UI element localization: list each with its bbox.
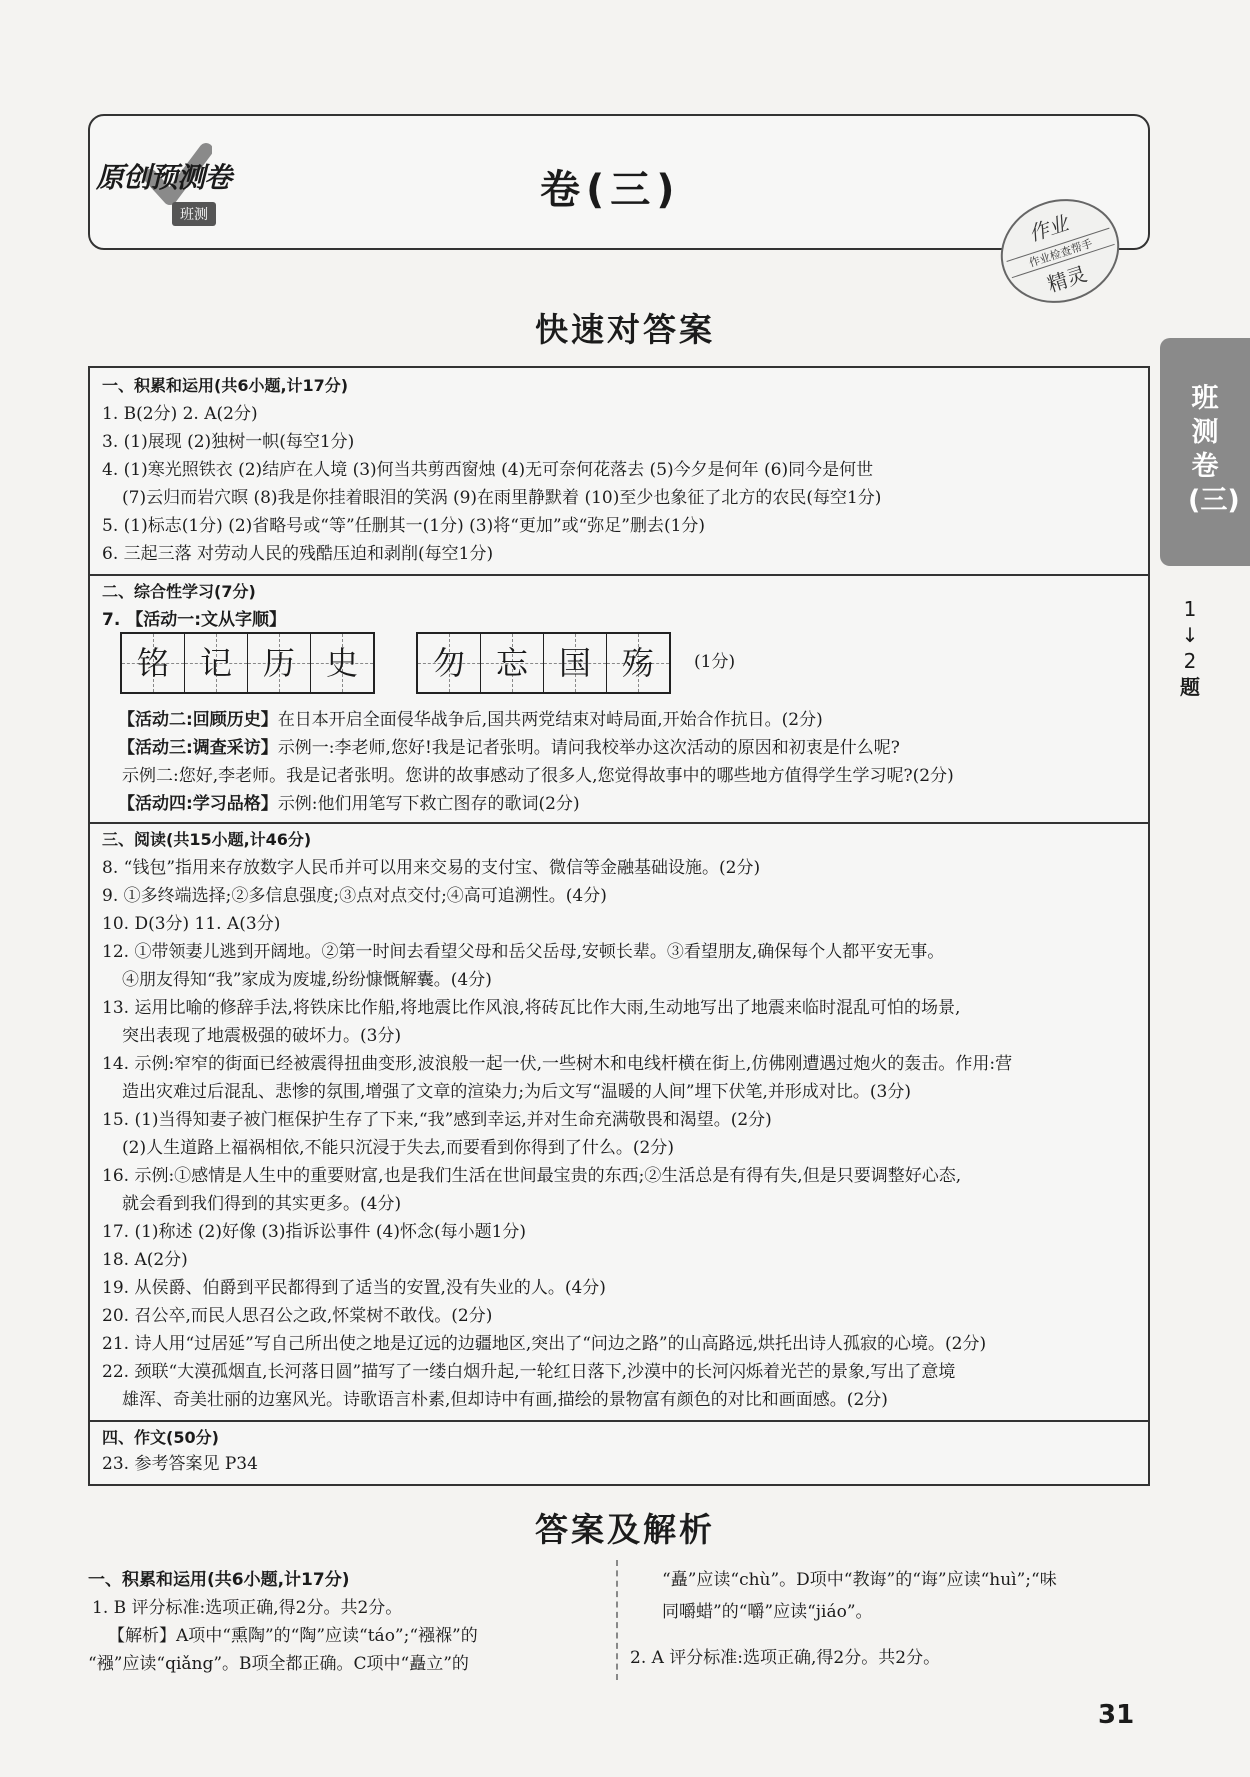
grid-cell: 历 bbox=[248, 634, 311, 692]
answer-line: 4. (1)寒光照铁衣 (2)结庐在人境 (3)何当共剪西窗烛 (4)无可奈何花落去 (5)今夕是何年 (6)同今是何世 bbox=[102, 460, 874, 480]
answer-line: (7)云归而岩穴暝 (8)我是你挂着眼泪的笑涡 (9)在雨里静默着 (10)至少也象征了北方的农民(每空1分) bbox=[122, 488, 882, 508]
range-bottom: 2 bbox=[1183, 649, 1197, 673]
answer-line: 3. (1)展现 (2)独树一帜(每空1分) bbox=[102, 432, 355, 452]
analysis-line: 【解析】A项中“熏陶”的“陶”应读“táo”;“襁褓”的 bbox=[108, 1626, 478, 1646]
answer-line: 16. 示例:①感情是人生中的重要财富,也是我们生活在世间最宝贵的东西;②生活总是有得有失,但是只要调整好心态, bbox=[102, 1166, 962, 1186]
answer-line: 造出灾难过后混乱、悲惨的氛围,增强了文章的渲染力;为后文写“温暖的人间”埋下伏笔,并形成对比。(3分) bbox=[122, 1082, 911, 1102]
analysis-line: “襁”应读“qiǎng”。B项全都正确。C项中“矗立”的 bbox=[88, 1654, 469, 1674]
logo: 原创预测卷 bbox=[96, 161, 232, 194]
side-range bbox=[1170, 596, 1210, 700]
answer-line: 雄浑、奇美壮丽的边塞风光。诗歌语言朴素,但却诗中有画,描绘的景物富有颜色的对比和画面感。(2分) bbox=[122, 1390, 888, 1410]
grid-cell: 铭 bbox=[122, 634, 185, 692]
grid-cell: 忘 bbox=[481, 634, 544, 692]
answer-line: 5. (1)标志(1分) (2)省略号或“等”任删其一(1分) (3)将“更加”或“弥足”删去(1分) bbox=[102, 516, 706, 536]
range-unit: 题 bbox=[1180, 675, 1200, 699]
stamp-top-text: 作业 bbox=[1025, 210, 1072, 247]
grid-score: (1分) bbox=[694, 652, 736, 672]
activity-three-line2: 示例二:您好,李老师。我是记者张明。您讲的故事感动了很多人,您觉得故事中的哪些地方值得学生学习呢?(2分) bbox=[122, 766, 954, 786]
answer-line: 9. ①多终端选择;②多信息强度;③点对点交付;④高可追溯性。(4分) bbox=[102, 886, 607, 906]
answer-line: 15. (1)当得知妻子被门框保护生存了下来,“我”感到幸运,并对生命充满敬畏和渴望。(2分) bbox=[102, 1110, 772, 1130]
answer-box bbox=[88, 366, 1150, 1486]
range-arrow: ↓ bbox=[1181, 623, 1199, 647]
char-grid-a bbox=[120, 632, 375, 694]
sec3-heading: 三、阅读(共15小题,计46分) bbox=[102, 830, 312, 849]
activity-one: 7. 【活动一:文从字顺】 bbox=[102, 610, 287, 630]
activity-four: 【活动四:学习品格】示例:他们用笔写下救亡图存的歌词(2分) bbox=[118, 794, 580, 814]
column-divider bbox=[616, 1560, 618, 1680]
range-top: 1 bbox=[1183, 597, 1197, 621]
answer-line: 10. D(3分) 11. A(3分) bbox=[102, 914, 281, 934]
answer-line: ④朋友得知“我”家成为废墟,纷纷慷慨解囊。(4分) bbox=[122, 970, 492, 990]
answer-line: 13. 运用比喻的修辞手法,将铁床比作船,将地震比作风浪,将砖瓦比作大雨,生动地写出了地震来临时混乱可怕的场景, bbox=[102, 998, 961, 1018]
answer-line: 14. 示例:窄窄的街面已经被震得扭曲变形,波浪般一起一伏,一些树木和电线杆横在街上,仿佛刚遭遇过炮火的轰击。作用:营 bbox=[102, 1054, 1013, 1074]
answer-line: 1. B(2分) 2. A(2分) bbox=[102, 404, 258, 424]
grid-cell: 国 bbox=[544, 634, 607, 692]
activity-two: 【活动二:回顾历史】在日本开启全面侵华战争后,国共两党结束对峙局面,开始合作抗日。(2分) bbox=[118, 710, 823, 730]
analysis-line: 2. A 评分标准:选项正确,得2分。共2分。 bbox=[630, 1648, 941, 1668]
answer-line: 6. 三起三落 对劳动人民的残酷压迫和剥削(每空1分) bbox=[102, 544, 494, 564]
analysis-heading: 一、积累和运用(共6小题,计17分) bbox=[88, 1570, 350, 1590]
page-number: 31 bbox=[1098, 1700, 1135, 1730]
analysis-line: 同嚼蜡”的“嚼”应读“jiáo”。 bbox=[662, 1602, 873, 1622]
char-grid-b bbox=[416, 632, 671, 694]
answer-line: 20. 召公卒,而民人思召公之政,怀棠树不敢伐。(2分) bbox=[102, 1306, 493, 1326]
sec4-heading: 四、作文(50分) bbox=[102, 1428, 219, 1447]
analysis-line: 1. B 评分标准:选项正确,得2分。共2分。 bbox=[92, 1598, 403, 1618]
side-tab bbox=[1160, 338, 1250, 566]
answer-line: 8. “钱包”指用来存放数字人民币并可以用来交易的支付宝、微信等金融基础设施。(2分) bbox=[102, 858, 761, 878]
answer-line: 22. 颈联“大漠孤烟直,长河落日圆”描写了一缕白烟升起,一轮红日落下,沙漠中的长河闪烁着光芒的景象,写出了意境 bbox=[102, 1362, 956, 1382]
grid-cell: 殇 bbox=[607, 634, 669, 692]
logo-tag: 班测 bbox=[172, 202, 216, 226]
stamp-bottom-text: 精灵 bbox=[1044, 261, 1090, 297]
answer-line: 突出表现了地震极强的破坏力。(3分) bbox=[122, 1026, 402, 1046]
stamp-mid-text: 作业检查帮手 bbox=[1006, 228, 1114, 278]
quick-answers-title: 快速对答案 bbox=[535, 310, 715, 349]
grid-cell: 记 bbox=[185, 634, 248, 692]
answer-line: 12. ①带领妻儿逃到开阔地。②第一时间去看望父母和岳父岳母,安顿长辈。③看望朋友,确保每个人都平安无事。 bbox=[102, 942, 945, 962]
grid-cell: 史 bbox=[311, 634, 373, 692]
sec1-heading: 一、积累和运用(共6小题,计17分) bbox=[102, 376, 349, 395]
answer-line: 23. 参考答案见 P34 bbox=[102, 1454, 258, 1474]
answer-line: 18. A(2分) bbox=[102, 1250, 188, 1270]
answer-line: (2)人生道路上福祸相依,不能只沉浸于失去,而要看到你得到了什么。(2分) bbox=[122, 1138, 674, 1158]
page-title: 卷(三) bbox=[540, 167, 681, 213]
answer-line: 17. (1)称述 (2)好像 (3)指诉讼事件 (4)怀念(每小题1分) bbox=[102, 1222, 527, 1242]
analysis-title: 答案及解析 bbox=[535, 1510, 715, 1549]
answer-line: 就会看到我们得到的其实更多。(4分) bbox=[122, 1194, 402, 1214]
grid-cell: 勿 bbox=[418, 634, 481, 692]
answer-line: 21. 诗人用“过居延”写自己所出使之地是辽远的边疆地区,突出了“问边之路”的山高路远,烘托出诗人孤寂的心境。(2分) bbox=[102, 1334, 987, 1354]
side-tab-label: 班测卷(三) bbox=[1188, 383, 1240, 516]
answer-line: 19. 从侯爵、伯爵到平民都得到了适当的安置,没有失业的人。(4分) bbox=[102, 1278, 606, 1298]
analysis-line: “矗”应读“chù”。D项中“教诲”的“诲”应读“huì”;“味 bbox=[662, 1570, 1057, 1590]
activity-three: 【活动三:调查采访】示例一:李老师,您好!我是记者张明。请问我校举办这次活动的原因和初衷是什么呢? bbox=[118, 738, 900, 758]
sec2-heading: 二、综合性学习(7分) bbox=[102, 582, 256, 601]
